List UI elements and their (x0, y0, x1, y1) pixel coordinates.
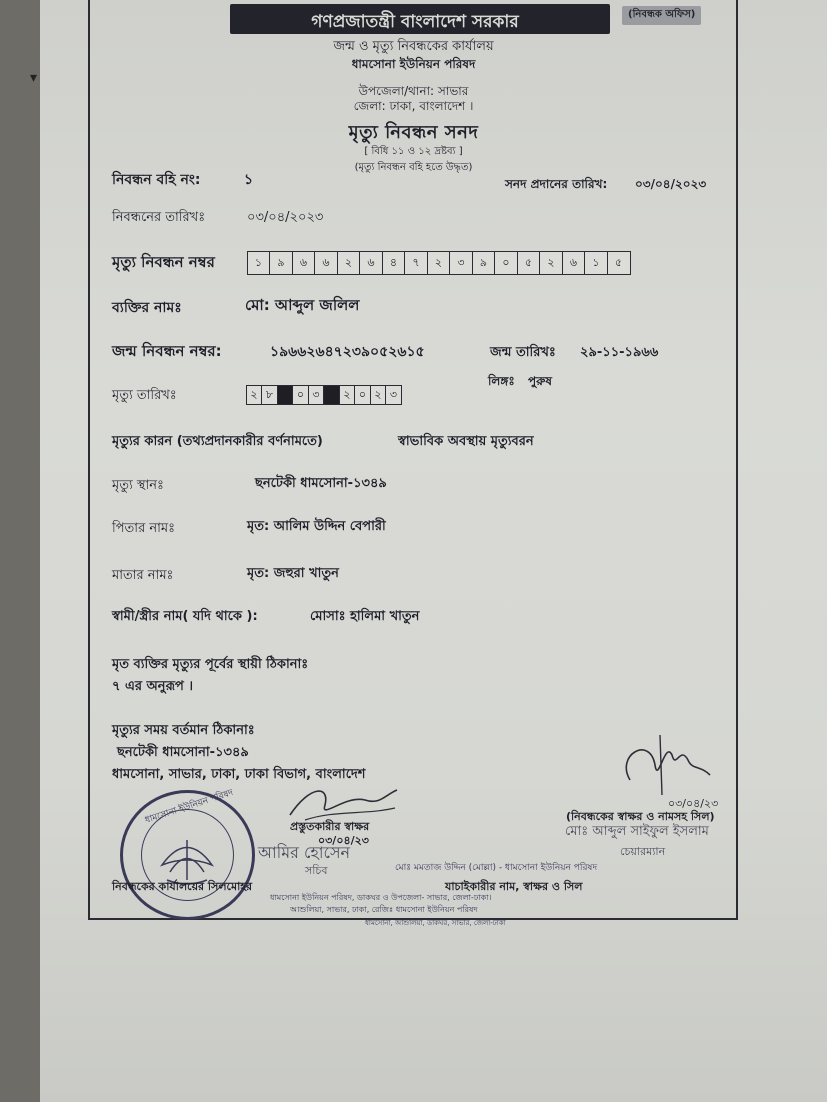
copy-tag: (নিবন্ধক অফিস) (622, 6, 701, 25)
death-reg-digit: ২ (427, 251, 451, 275)
district-line: জেলা: ঢাকা, বাংলাদেশ । (353, 99, 474, 113)
stamp-line-2: ধামসোনা ইউনিয়ন পরিষদ, ডাকঘর ও উপজেলা- সাভার, জেলা-ঢাকা। (270, 893, 492, 902)
death-reg-digit: ১ (584, 251, 608, 275)
stamp-line-3: আশুলিয়া, সাভার, ঢাকা, রেজিঃ ধামসোনা ইউনিয়ন পরিষদ (290, 905, 478, 914)
death-date-separator: / (277, 385, 294, 405)
registrar-date: ০৩/০৪/২৩ (668, 797, 719, 810)
father-value: মৃত: আলিম উদ্দিন বেপারী (247, 519, 386, 534)
cause-value: স্বাভাবিক অবস্থায় মৃত্যুবরন (398, 434, 534, 449)
death-reg-no-label: মৃত্যু নিবন্ধন নম্বর (112, 253, 215, 271)
cause-label: মৃত্যুর কারন (তথ্যপ্রদানকারীর বর্ণনামতে) (112, 434, 323, 449)
office-title: জন্ম ও মৃত্যু নিবন্ধকের কার্যালয় (333, 39, 494, 54)
death-reg-digit: ২ (539, 251, 563, 275)
death-reg-digit: ৯ (472, 251, 496, 275)
office-seal-label: নিবন্ধকের কার্যালয়ের সিলমোহর (112, 880, 253, 893)
death-reg-digit: ১ (247, 251, 271, 275)
registrar-signature-icon (610, 725, 730, 805)
seal-text: ধামসোনা ইউনিয়ন পরিষদ (143, 787, 235, 826)
issue-date-value: ০৩/০৪/২০২৩ (635, 177, 707, 191)
name-value: মো: আব্দুল জলিল (245, 296, 360, 314)
death-reg-digit: ৬ (562, 251, 586, 275)
permanent-address-value: ৭ এর অনুরূপ । (112, 679, 194, 694)
registrar-name: মোঃ আব্দুল সাইফুল ইসলাম (565, 824, 709, 839)
registrar-signature-label: (নিবন্ধকের স্বাক্ষর ও নামসহ সিল) (566, 810, 715, 823)
death-reg-digit: ৬ (314, 251, 338, 275)
death-reg-digit: ৬ (292, 251, 316, 275)
stamp-line-1: মোঃ মমতাজ উদ্দিন (মোল্লা) - ধামসোনা ইউনিয়ন পরিষদ (395, 863, 598, 873)
verifier-label: যাচাইকারীর নাম, স্বাক্ষর ও সিল (445, 880, 583, 893)
present-address-label: মৃত্যুর সময় বর্তমান ঠিকানাঃ (112, 723, 255, 738)
registration-date-value: ০৩/০৪/২০২৩ (247, 210, 324, 225)
secretary-title: সচিব (305, 864, 328, 877)
death-place-value: ছনটেকী ধামসোনা-১৩৪৯ (255, 476, 387, 491)
book-no-value: ১ (244, 172, 254, 188)
bullet-mark: ▾ (30, 70, 38, 86)
gender-value: পুরুষ (528, 374, 552, 388)
dob-value: ২৯-১১-১৯৬৬ (580, 345, 659, 360)
death-place-label: মৃত্যু স্থানঃ (112, 478, 164, 493)
registration-date-label: নিবন্ধনের তারিখঃ (112, 210, 206, 225)
secretary-name: আমির হোসেন (258, 843, 351, 862)
government-title: গণপ্রজাতন্ত্রী বাংলাদেশ সরকার (311, 12, 519, 32)
rule-reference: [ বিধি ১১ ও ১২ দ্রষ্টব্য ] (364, 146, 463, 157)
spouse-label: স্বামী/স্ত্রীর নাম( যদি থাকে ): (112, 609, 258, 624)
death-date-digit: ০ (292, 385, 309, 405)
death-reg-number-boxes (248, 251, 631, 275)
union-title: ধামসোনা ইউনিয়ন পরিষদ (351, 57, 476, 71)
death-date-digit: ০ (354, 385, 371, 405)
death-reg-digit: ৪ (382, 251, 406, 275)
death-reg-digit: ৯ (269, 251, 293, 275)
registrar-title: চেয়ারম্যান (620, 845, 666, 858)
father-label: পিতার নামঃ (112, 521, 176, 536)
upazila-line: উপজেলা/থানা: সাভার (358, 84, 469, 98)
death-reg-digit: ৩ (449, 251, 473, 275)
extract-note: (মৃত্যু নিবন্ধন বহি হতে উদ্ধৃত) (354, 162, 473, 173)
book-no-label: নিবন্ধন বহি নং: (112, 172, 201, 188)
permanent-address-label: মৃত ব্যক্তির মৃত্যুর পূর্বের স্থায়ী ঠিকানাঃ (112, 657, 309, 672)
present-address-line1: ছনটেকী ধামসোনা-১৩৪৯ (117, 745, 249, 760)
birth-reg-value: ১৯৬৬২৬৪৭২৩৯০৫২৬১৫ (270, 344, 425, 360)
death-reg-digit: ৫ (607, 251, 631, 275)
death-date-digit: ৩ (308, 385, 325, 405)
death-reg-digit: ৫ (517, 251, 541, 275)
union-seal-stamp (120, 787, 255, 920)
dob-label: জন্ম তারিখঃ (490, 345, 556, 360)
death-date-separator: / (323, 385, 340, 405)
gender-label: লিঙ্গঃ (488, 374, 515, 388)
death-date-digit: ২ (246, 385, 263, 405)
stamp-line-4: ধামসোনা, আশুলিয়া, ডাকঘর, সাভার, জেলা-ঢাকা (365, 919, 506, 927)
mother-label: মাতার নামঃ (112, 568, 174, 583)
death-date-digit: ২ (370, 385, 387, 405)
present-address-line2: ধামসোনা, সাভার, ঢাকা, ঢাকা বিভাগ, বাংলাদেশ (112, 767, 366, 782)
birth-reg-label: জন্ম নিবন্ধন নম্বর: (112, 342, 222, 360)
name-label: ব্যক্তির নামঃ (112, 300, 182, 316)
preparer-signature-label: প্রস্তুতকারীর স্বাক্ষর (290, 820, 370, 833)
mother-value: মৃত: জহুরা খাতুন (247, 566, 339, 581)
death-reg-digit: ০ (494, 251, 518, 275)
certificate-title: মৃত্যু নিবন্ধন সনদ (348, 122, 479, 143)
death-date-digit: ৩ (385, 385, 402, 405)
death-reg-digit: ৬ (359, 251, 383, 275)
death-reg-digit: ২ (337, 251, 361, 275)
death-date-boxes (247, 385, 402, 405)
issue-date-label: সনদ প্রদানের তারিখ: (505, 177, 608, 191)
death-date-digit: ৮ (261, 385, 278, 405)
death-date-label: মৃত্যু তারিখঃ (112, 388, 177, 403)
spouse-value: মোসাঃ হালিমা খাতুন (310, 609, 420, 624)
secretary-date: ০৩/০৪/২৩ (318, 834, 369, 847)
death-date-digit: ২ (339, 385, 356, 405)
death-reg-digit: ৭ (404, 251, 428, 275)
